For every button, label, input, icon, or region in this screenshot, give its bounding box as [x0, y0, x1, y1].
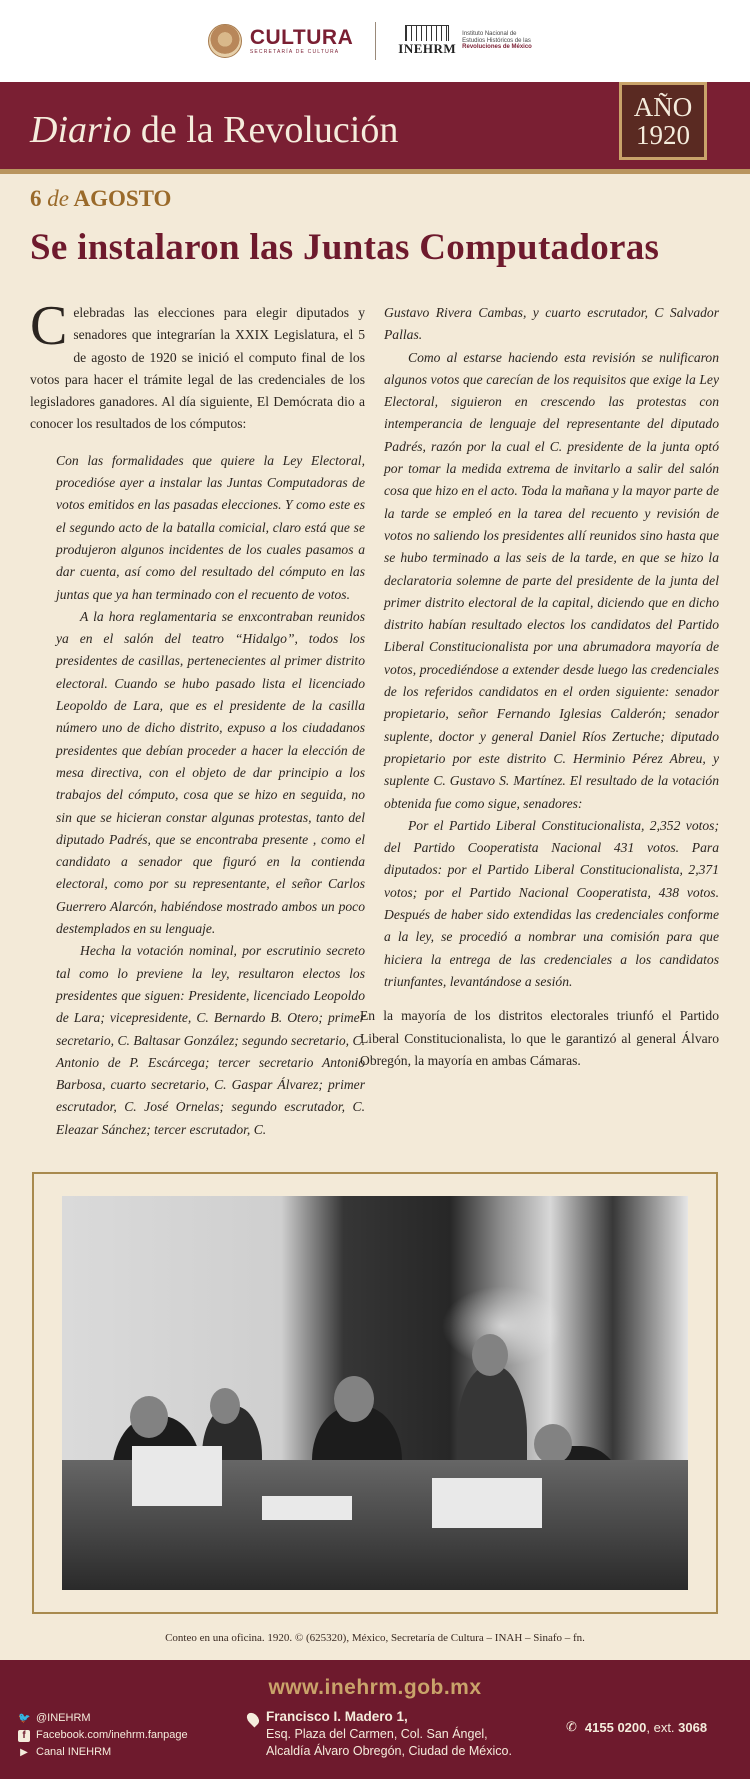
quote-paragraph-4: Gustavo Rivera Cambas, y cuarto escrutador, C Salvador Pallas. [384, 305, 719, 343]
quote-paragraph-1: Con las formalidades que quiere la Ley Electoral, procedióse ayer a instalar las Juntas Computadoras de votos emitidos en las pasadas elecciones. Y como este es el segundo acto de la batalla comicial, claro está que se produjeron algunos incidentes de los cuales pasamos a dar cuenta, así como del resultado del cómputo en las juntas que ya han terminado con el recuento de votos. [56, 452, 365, 602]
address-line-2: Alcaldía Álvaro Obregón, Ciudad de México. [266, 1744, 512, 1758]
building-icon [405, 25, 449, 41]
youtube-icon: ▶ [20, 1746, 28, 1758]
facebook-link[interactable]: f Facebook.com/inehrm.fanpage [18, 1727, 188, 1744]
photo-frame [32, 1172, 718, 1614]
quote-paragraph-3: Hecha la votación nominal, por escrutinio secreto tal como lo previene la ley, resultaron electos los presidentes que siguen: Presidente, licenciado Leopoldo de Lara; vicepresidente, C. Bernardo B. Otero; primer secretario, C. Baltasar González; segundo secretario, C. Antonio de P. Escárcega; tercer secretario Antonio Barbosa, cuarto secretario, C. Gaspar Álvarez; primer escrutador, C. José Ornelas; segundo escrutador, C. Eleazar Sánchez; tercer escrutador, C. [56, 943, 365, 1137]
cultura-logo[interactable] [208, 24, 353, 58]
cultura-wordmark: CULTURA [249, 26, 354, 49]
phone-extension: 3068 [678, 1719, 708, 1735]
address-block [248, 1708, 512, 1760]
facebook-icon: f [18, 1730, 30, 1742]
logo-divider [375, 22, 376, 60]
address-title: Francisco I. Madero 1, [266, 1709, 408, 1724]
drop-cap: C [30, 295, 68, 357]
phone-block[interactable]: ✆ 4155 0200, ext. 3068 [566, 1719, 708, 1735]
footer [0, 1660, 750, 1779]
quote-paragraph-6: Por el Partido Liberal Constitucionalista, 2,352 votos; del Partido Cooperatista Nacional 431 votos. Para diputados: por el Partido Liberal Constitucionalista, 2,371 votos; por el Partido Nacional Cooperatista, 438 votos. Después de haber sido extendidas las credenciales conforme a la ley, se procedió a nombrar una comisión para que hiciera la entrega de las credenciales a los candidatos triunfantes, levantándose a sesión. [384, 817, 719, 989]
closing-paragraph: En la mayoría de los distritos electorales triunfó el Partido Liberal Constitucionalista, lo que le garantizó al general Álvaro Obregón, la mayoría en ambas Cámaras. [360, 1008, 719, 1068]
quote-paragraph-5: Como al estarse haciendo esta revisión se nulificaron algunos votos que carecían de los requisitos que exige la Ley Electoral, siguieron en crescendo las protestas con intemperancia de lenguaje del representante del diputado Padrés, razón por la cual el C. presidente de la junta optó por tomar la medida extrema de invitarlo a salir del salón cosa que hizo en el acto. Toda la mañana y la mayor parte de la tarde se empleó en la tarea del recuento y revisión de votos no saliendo los presidentes allí reunidos sino hasta que se hubo terminado a las seis de la tarde, en que se hizo la declaratoria solemne de parte del presidente de la junta del primer distrito electoral de la capital, diciendo que en dicho distrito habían resultado electos los candidatos del Partido Liberal Constitucionalista por una abrumadora mayoría de votos, procediéndose a extender desde luego las credenciales de los referidos candidatos en el orden siguiente: senador propietario, señor Fernando Iglesias Calderón; senador suplente, doctor y general Daniel Ríos Zertuche; diputado propietario por este distrito C. Herminio Pérez Abreu, y suplente C. Gustavo S. Martínez. El resultado de la votación obtenida fue como sigue, senadores: [384, 349, 719, 811]
twitter-link[interactable]: 🐦 @INEHRM [18, 1712, 91, 1724]
quote-paragraph-2: A la hora reglamentaria se enxcontraban reunidos ya en el salón del teatro “Hidalgo”, todos los presidentes de casillas, pertenecientes al primer distrito electoral. Cuando se hubo pasado lista el licenciado Leopoldo de Lara, que es el presidente de la casilla número uno de dicho distrito, expuso a los ciudadanos presidentes que debían proceder a hacer la elección de mesa directiva, con el objeto de dar principio a los trabajos del cómputo, cosa que se hizo en seguida, no sin que se hicieran constar algunas protestas, tanto del diputado Padrés, que se encontraba presente , como el candidato a senador que figuró en la contienda electoral, como por su representante, el señor Carlos Guerrero Alarcón, habiéndose mostrado ambos un poco destemplados en su lenguaje. [56, 608, 365, 937]
year-label: AÑO [633, 91, 693, 122]
article-column-right [360, 302, 719, 1072]
year-value: 1920 [636, 120, 690, 150]
article-column-left [30, 295, 365, 1141]
inehrm-description: Instituto Nacional de Estudios Históricos de las Revoluciones de México [462, 30, 532, 51]
article-headline: Se instalaron las Juntas Computadoras [30, 227, 660, 268]
photo-caption: Conteo en una oficina. 1920. © (625320), México, Secretaría de Cultura – INAH – Sinafo – fn. [165, 1632, 585, 1644]
year-badge [619, 82, 707, 160]
phone-icon: ✆ [566, 1719, 577, 1734]
social-links [18, 1710, 188, 1761]
cultura-subtitle: SECRETARÍA DE CULTURA [249, 49, 340, 55]
article-date: 6 de AGOSTO [30, 186, 172, 211]
mexico-seal-icon [208, 24, 242, 58]
banner-title: Diario de la Revolución [30, 109, 399, 151]
address-line-1: Esq. Plaza del Carmen, Col. San Ángel, [266, 1727, 488, 1741]
youtube-link[interactable]: ▶ Canal INEHRM [18, 1744, 188, 1761]
twitter-icon: 🐦 [18, 1712, 31, 1724]
top-logo-bar [0, 0, 750, 82]
inehrm-logo[interactable] [398, 25, 542, 57]
inehrm-wordmark: INEHRM [398, 41, 457, 56]
intro-paragraph: Celebradas las elecciones para elegir diputados y senadores que integrarían la XXIX Legislatura, el 5 de agosto de 1920 se inició el computo final de los votos para hacer el trámite legal de las credenciales de los legisladores ganadores. Al día siguiente, El Demócrata dio a conocer los resultados de los cómputos: [30, 295, 365, 432]
website-link[interactable]: www.inehrm.gob.mx [268, 1676, 482, 1699]
location-pin-icon [245, 1711, 262, 1728]
phone-number: 4155 0200 [584, 1719, 647, 1735]
historic-photo[interactable] [62, 1196, 688, 1590]
